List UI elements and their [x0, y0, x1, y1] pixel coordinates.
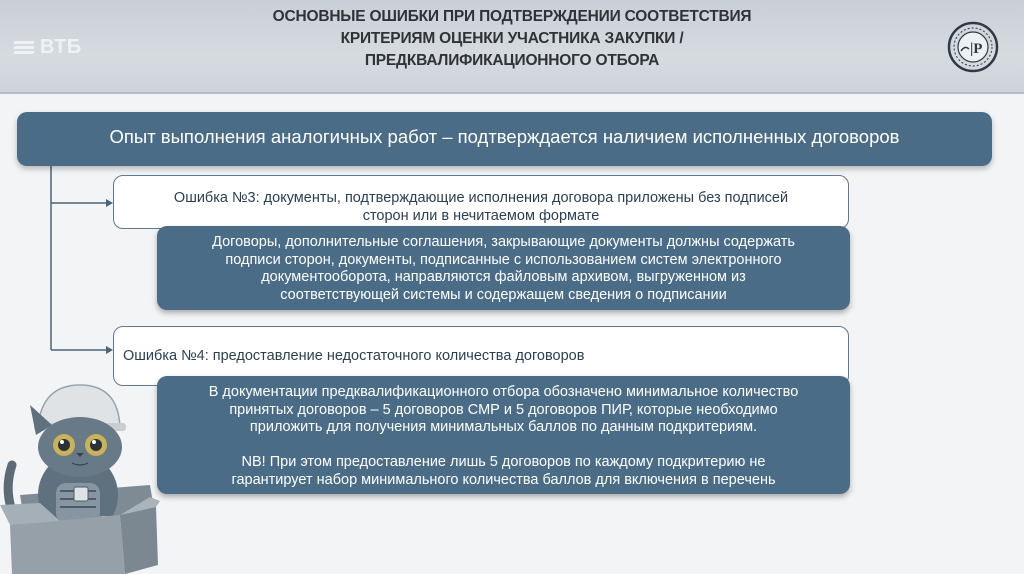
logo-text: ВТБ	[40, 36, 82, 58]
title-line: КРИТЕРИЯМ ОЦЕНКИ УЧАСТНИКА ЗАКУПКИ /	[340, 30, 684, 47]
nb-line: гарантирует набор минимального количества баллов для включения в перечень	[231, 471, 776, 488]
error-3-line: сторон или в нечитаемом формате	[362, 208, 600, 224]
explanation-line: В документации предквалификационного отбора обозначено минимальное количество	[208, 384, 799, 400]
main-heading: Опыт выполнения аналогичных работ – подтверждается наличием исполненных договоров	[109, 126, 900, 147]
explanation-line: подписи сторон, документы, подписанные с использованием систем электронного	[225, 251, 782, 268]
explanation-line: Договоры, дополнительные соглашения, закрывающие документы должны содержать	[212, 234, 795, 250]
nb-line: NB! При этом предоставление лишь 5 договоров по каждому подкритерию не	[241, 454, 766, 470]
error-4-text: Ошибка №4: предоставление недостаточного количества договоров	[123, 348, 585, 364]
main-criterion-box	[17, 112, 992, 166]
error-3-explanation-box	[157, 226, 850, 310]
title-line: ОСНОВНЫЕ ОШИБКИ ПРИ ПОДТВЕРЖДЕНИИ СООТВЕТСТВИЯ	[272, 8, 752, 25]
seal-letters: |P	[970, 41, 983, 57]
error-3-line: Ошибка №3: документы, подтверждающие исполнения договора приложены без подписей	[173, 190, 789, 206]
error-4-explanation-box	[157, 376, 850, 494]
cat-mascot-illustration	[0, 375, 160, 574]
explanation-line: документооборота, направляются файловым архивом, выгруженном из	[261, 269, 746, 285]
error-3-box	[113, 175, 849, 229]
explanation-line: приложить для получения минимальных баллов по данным подкритериям.	[249, 419, 758, 435]
explanation-line: соответствующей системы и содержащем сведения о подписании	[280, 286, 727, 303]
explanation-line: принятых договоров – 5 договоров СМР и 5 договоров ПИР, которые необходимо	[229, 401, 778, 418]
title-line: ПРЕДКВАЛИФИКАЦИОННОГО ОТБОРА	[364, 52, 660, 69]
